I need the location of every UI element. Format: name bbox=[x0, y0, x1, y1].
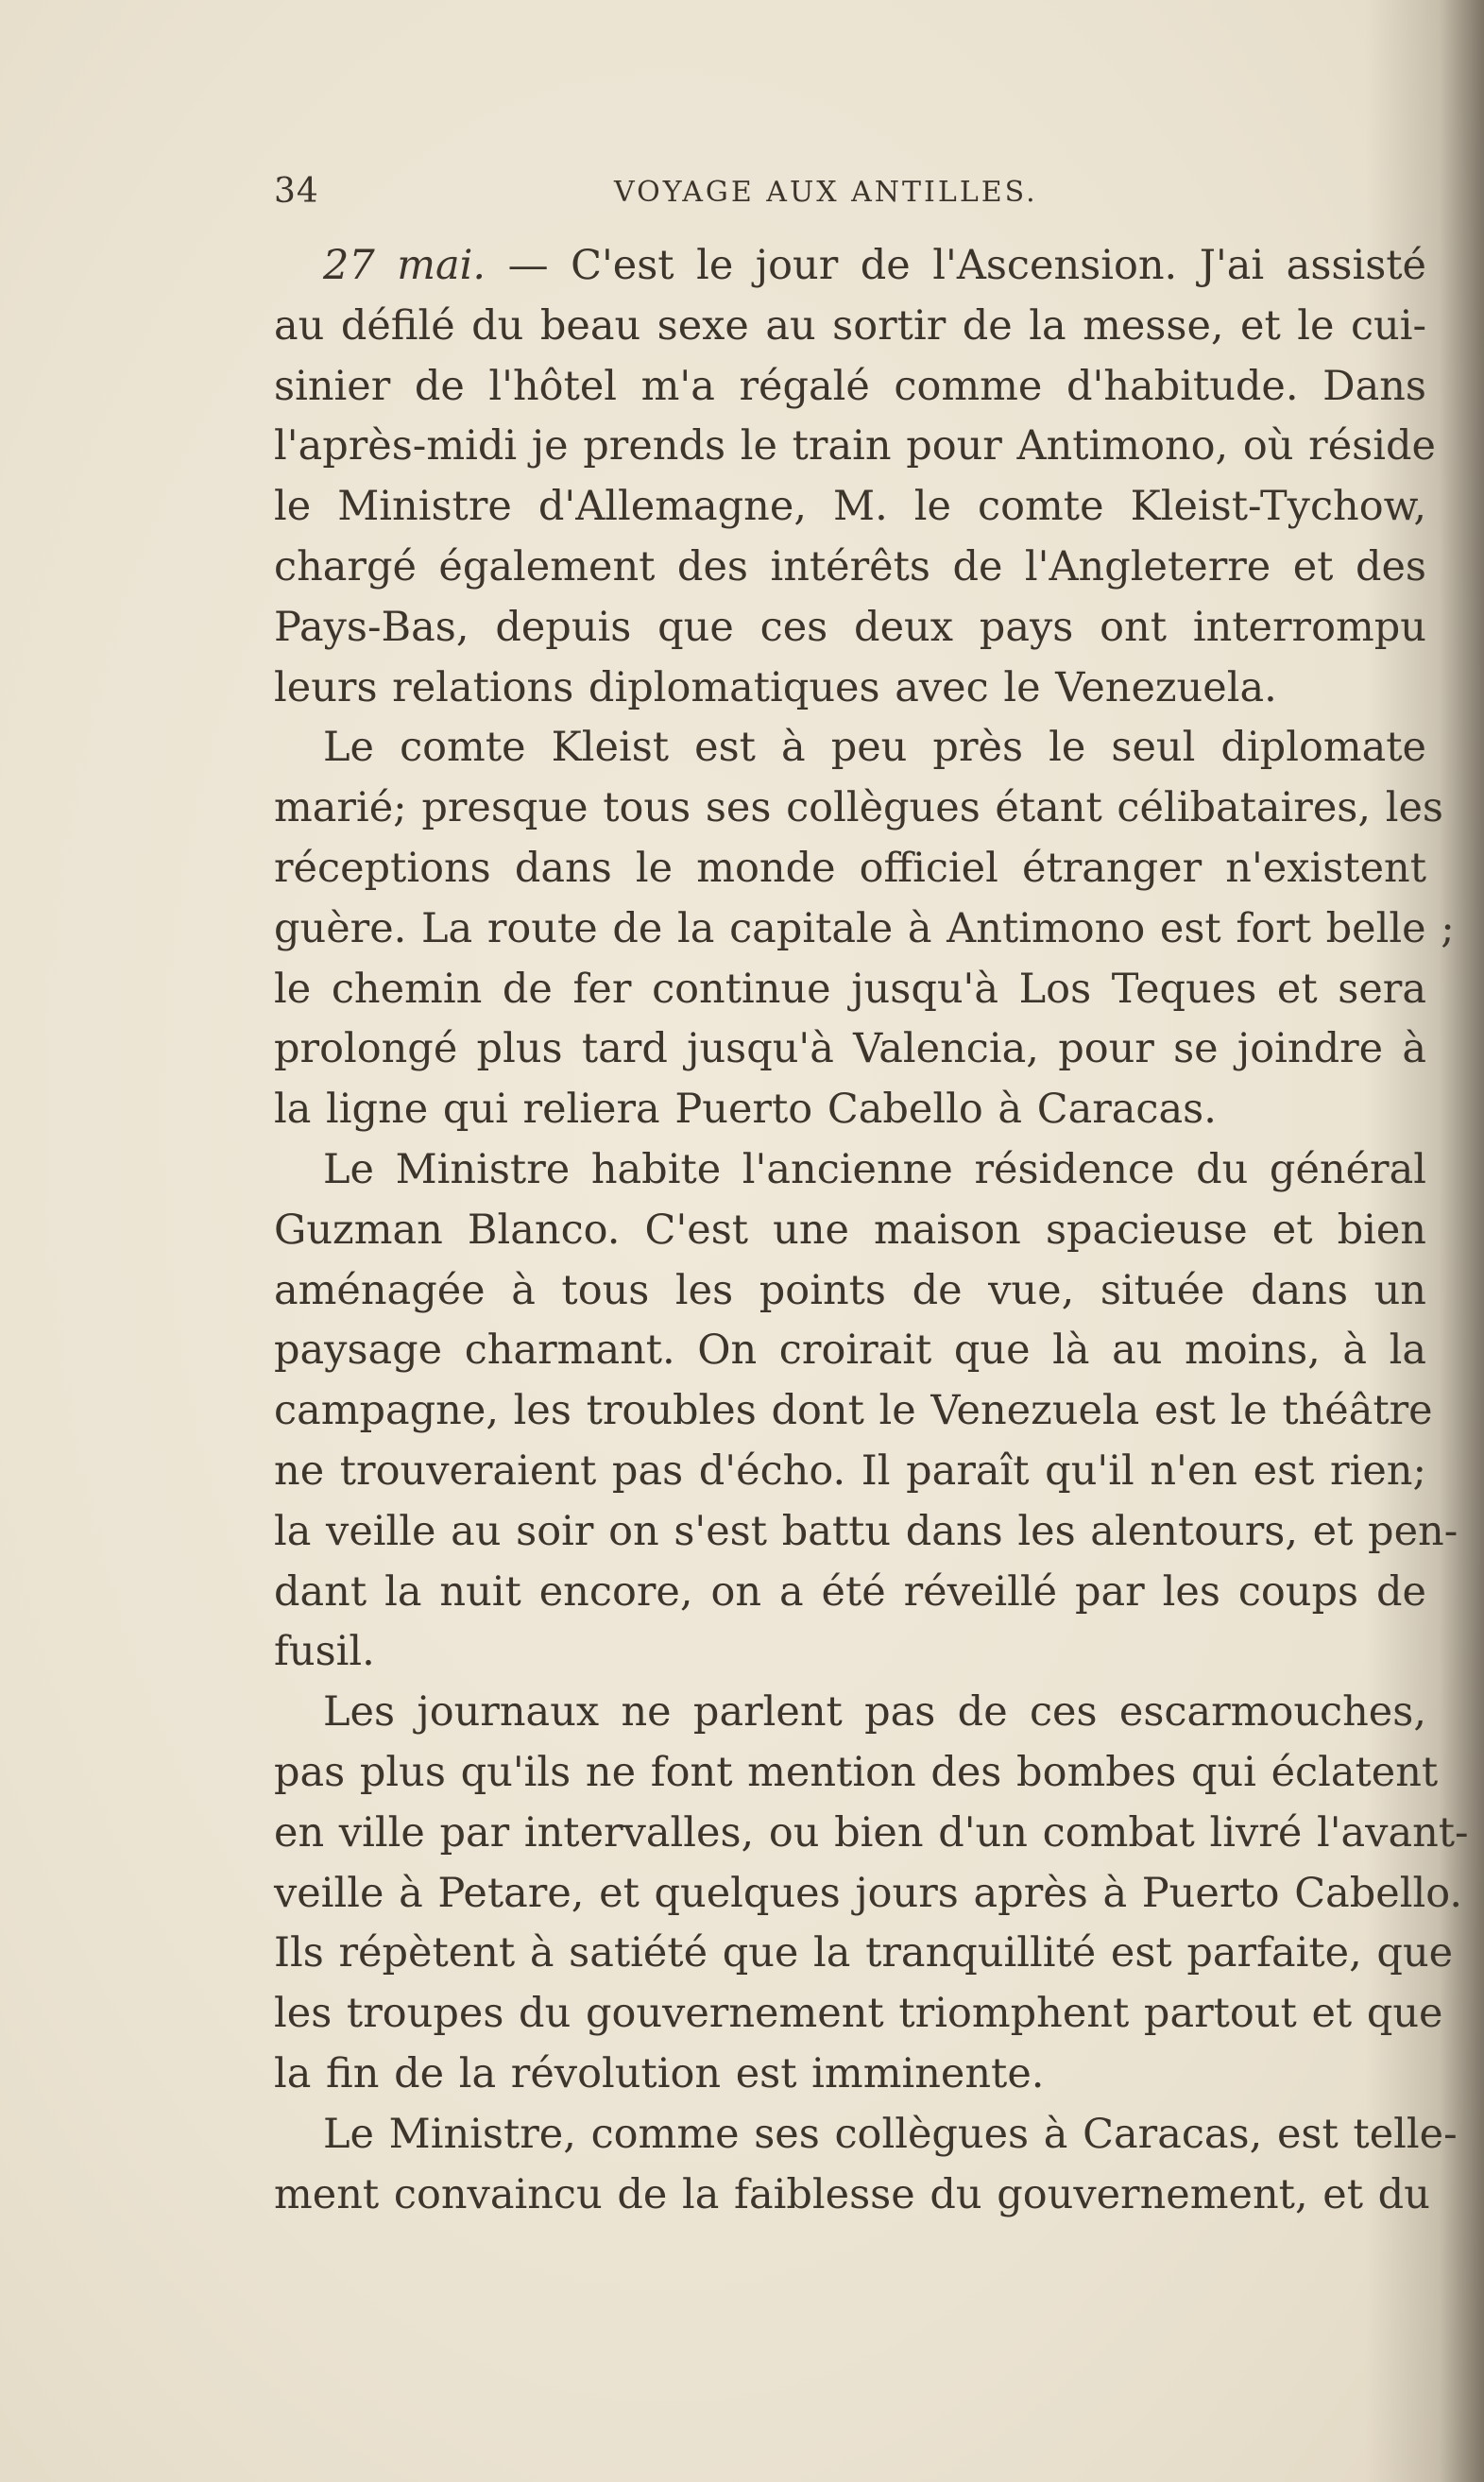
text-line: ment convaincu de la faiblesse du gouvernement, et du bbox=[274, 2170, 1430, 2218]
page-number: 34 bbox=[274, 172, 319, 211]
text-line: guère. La route de la capitale à Antimono est fort belle ; bbox=[274, 904, 1455, 952]
text-line: dant la nuit encore, on a été réveillé par les coups de bbox=[274, 1567, 1426, 1616]
text-line: fusil. bbox=[274, 1628, 375, 1676]
text-line: chargé également des intérêts de l'Angleterre et des bbox=[274, 542, 1426, 591]
line-text: — C'est le jour de l'Ascension. J'ai assisté bbox=[486, 242, 1426, 289]
text-line: réceptions dans le monde officiel étranger n'existent bbox=[274, 844, 1426, 892]
text-line bbox=[274, 236, 1426, 297]
text-line: l'après-midi je prends le train pour Antimono, où réside bbox=[274, 422, 1436, 471]
text-line: Pays-Bas, depuis que ces deux pays ont interrompu bbox=[274, 603, 1426, 651]
text-line: paysage charmant. On croirait que là au moins, à la bbox=[274, 1327, 1426, 1375]
text-line: le Ministre d'Allemagne, M. le comte Kleist-Tychow, bbox=[274, 483, 1426, 531]
text-line: prolongé plus tard jusqu'à Valencia, pour se joindre à bbox=[274, 1025, 1426, 1073]
text-line: pas plus qu'ils ne font mention des bombes qui éclatent bbox=[274, 1748, 1439, 1796]
text-line: Les journaux ne parlent pas de ces escarmouches, bbox=[323, 1688, 1426, 1737]
text-line: le chemin de fer continue jusqu'à Los Teques et sera bbox=[274, 965, 1426, 1013]
entry-date: 27 mai. bbox=[323, 242, 486, 289]
text-line: sinier de l'hôtel m'a régalé comme d'habitude. Dans bbox=[274, 362, 1426, 410]
text-line: ne trouveraient pas d'écho. Il paraît qu'il n'en est rien; bbox=[274, 1446, 1426, 1495]
text-line: leurs relations diplomatiques avec le Venezuela. bbox=[274, 663, 1277, 711]
text-line: aménagée à tous les points de vue, située dans un bbox=[274, 1266, 1426, 1314]
text-line: la fin de la révolution est imminente. bbox=[274, 2049, 1045, 2097]
text-line: campagne, les troubles dont le Venezuela est le théâtre bbox=[274, 1387, 1433, 1435]
text-line: la ligne qui reliera Puerto Cabello à Caracas. bbox=[274, 1086, 1217, 1134]
text-line: en ville par intervalles, ou bien d'un combat livré l'avant- bbox=[274, 1808, 1469, 1857]
text-line: veille à Petare, et quelques jours après à Puerto Cabello. bbox=[274, 1869, 1463, 1917]
text-line: les troupes du gouvernement triomphent partout et que bbox=[274, 1990, 1443, 2038]
running-title: VOYAGE AUX ANTILLES. bbox=[614, 176, 1038, 209]
text-line: Le Ministre habite l'ancienne résidence du général bbox=[323, 1145, 1426, 1193]
text-line: la veille au soir on s'est battu dans les alentours, et pen- bbox=[274, 1507, 1458, 1555]
page-header bbox=[274, 172, 1426, 219]
text-line: Guzman Blanco. C'est une maison spacieuse et bien bbox=[274, 1206, 1426, 1254]
text-line: Le comte Kleist est à peu près le seul diplomate bbox=[323, 724, 1426, 772]
text-line: Le Ministre, comme ses collègues à Caracas, est telle- bbox=[323, 2110, 1458, 2158]
text-line: Ils répètent à satiété que la tranquillité est parfaite, que bbox=[274, 1929, 1454, 1977]
text-line: au défilé du beau sexe au sortir de la messe, et le cui- bbox=[274, 301, 1426, 350]
body-text bbox=[274, 236, 1469, 2225]
text-line: marié; presque tous ses collègues étant célibataires, les bbox=[274, 784, 1443, 832]
